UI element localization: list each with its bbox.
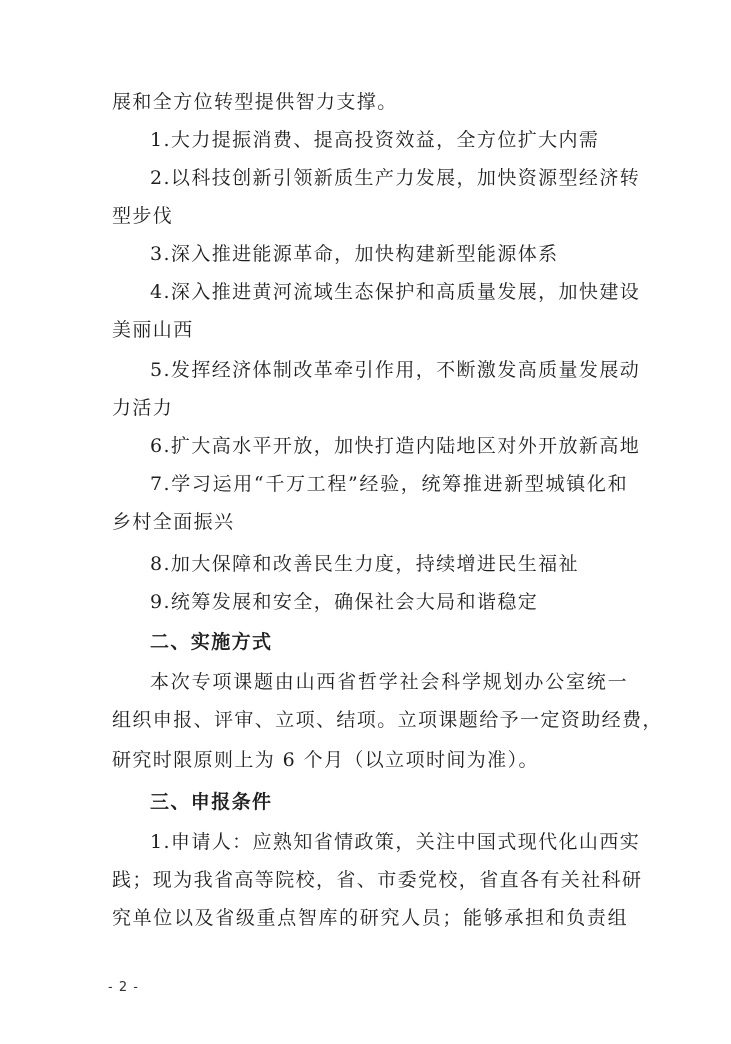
section-heading-requirements: 三、申报条件 bbox=[150, 791, 273, 813]
list-item-7: 7.学习运用“千万工程”经验，统筹推进新型城镇化和 bbox=[150, 473, 628, 495]
list-item-2: 2.以科技创新引领新质生产力发展，加快资源型经济转 bbox=[150, 167, 641, 189]
paragraph-line: 究单位以及省级重点智库的研究人员；能够承担和负责组 bbox=[112, 907, 628, 929]
paragraph-line: 本次专项课题由山西省哲学社会科学规划办公室统一 bbox=[150, 671, 628, 693]
list-item-5: 5.发挥经济体制改革牵引作用，不断激发高质量发展动 bbox=[150, 359, 641, 381]
section-heading-implementation: 二、实施方式 bbox=[150, 631, 273, 653]
list-item-1: 1.大力提振消费、提高投资效益，全方位扩大内需 bbox=[150, 129, 600, 151]
page-number: - 2 - bbox=[108, 980, 139, 995]
paragraph-line: 践；现为我省高等院校，省、市委党校，省直各有关社科研 bbox=[112, 869, 643, 891]
list-item-4: 4.深入推进黄河流域生态保护和高质量发展，加快建设 bbox=[150, 281, 641, 303]
paragraph-line: 1.申请人：应熟知省情政策，关注中国式现代化山西实 bbox=[150, 831, 641, 853]
list-item-5-continuation: 力活力 bbox=[112, 397, 174, 419]
list-item-9: 9.统筹发展和安全，确保社会大局和谐稳定 bbox=[150, 591, 539, 613]
paragraph-line: 组织申报、评审、立项、结项。立项课题给予一定资助经费， bbox=[112, 709, 663, 731]
list-item-6: 6.扩大高水平开放，加快打造内陆地区对外开放新高地 bbox=[150, 435, 641, 457]
list-item-4-continuation: 美丽山西 bbox=[112, 319, 194, 341]
list-item-2-continuation: 型步伐 bbox=[112, 205, 174, 227]
list-item-8: 8.加大保障和改善民生力度，持续增进民生福祉 bbox=[150, 553, 579, 575]
paragraph-line: 展和全方位转型提供智力支撑。 bbox=[112, 91, 398, 113]
list-item-7-continuation: 乡村全面振兴 bbox=[112, 511, 235, 533]
list-item-3: 3.深入推进能源革命，加快构建新型能源体系 bbox=[150, 243, 559, 265]
paragraph-line: 研究时限原则上为 6 个月（以立项时间为准）。 bbox=[112, 749, 539, 771]
